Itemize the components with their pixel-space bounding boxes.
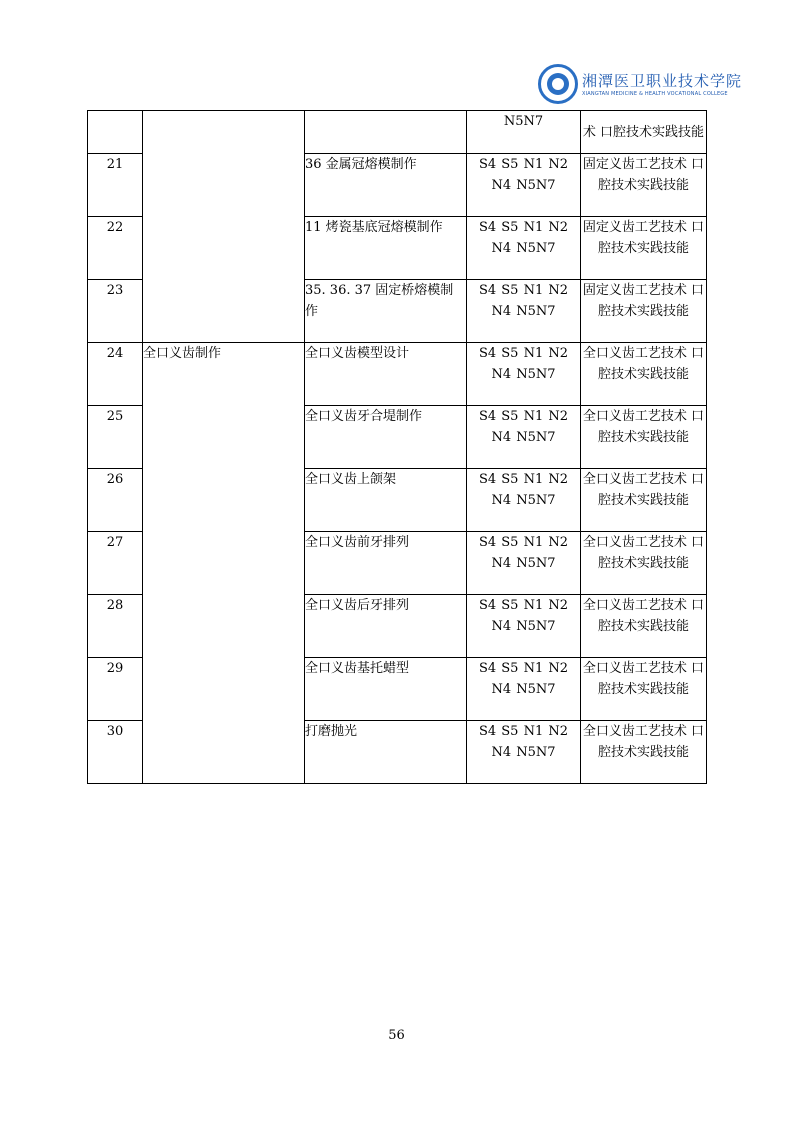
course-name: 全口义齿工艺技术 口腔技术实践技能: [581, 658, 707, 721]
table-row: [88, 343, 707, 406]
table-row: [88, 111, 707, 154]
course-name: 全口义齿工艺技术 口腔技术实践技能: [581, 343, 707, 406]
ability-code: [467, 406, 581, 469]
ability-code-text: S4 S5 N1 N2 N4 N5N7: [478, 157, 569, 193]
course-name: 全口义齿工艺技术 口腔技术实践技能: [581, 406, 707, 469]
task-name: 全口义齿牙合堤制作: [305, 406, 467, 469]
row-number: 30: [88, 721, 143, 784]
task-name: 全口义齿基托蜡型: [305, 658, 467, 721]
school-logo: [538, 64, 743, 108]
page-number: 56: [388, 1028, 405, 1043]
ability-code-text: S4 S5 N1 N2 N4 N5N7: [478, 220, 569, 256]
task-name: 打磨抛光: [305, 721, 467, 784]
training-task-table: [87, 110, 707, 784]
ability-code-text: S4 S5 N1 N2 N4 N5N7: [478, 724, 569, 760]
course-name: 术 口腔技术实践技能: [581, 111, 707, 154]
row-number: 26: [88, 469, 143, 532]
row-number: [88, 111, 143, 154]
row-number: 21: [88, 154, 143, 217]
course-name: 固定义齿工艺技术 口腔技术实践技能: [581, 217, 707, 280]
project-cell: 全口义齿制作: [143, 343, 305, 784]
ability-code: [467, 595, 581, 658]
course-name: 固定义齿工艺技术 口腔技术实践技能: [581, 154, 707, 217]
ability-code: [467, 343, 581, 406]
ability-code: [467, 532, 581, 595]
task-name: 35. 36. 37 固定桥熔模制作: [305, 280, 467, 343]
school-emblem-icon: [538, 64, 578, 104]
ability-code: [467, 217, 581, 280]
task-name: [305, 111, 467, 154]
ability-code: [467, 469, 581, 532]
ability-code-text: S4 S5 N1 N2 N4 N5N7: [478, 283, 569, 319]
school-name-en: XIANGTAN MEDICINE & HEALTH VOCATIONAL COLLEGE: [582, 91, 728, 97]
ability-code-text: S4 S5 N1 N2 N4 N5N7: [478, 346, 569, 382]
row-number: 22: [88, 217, 143, 280]
course-name: 全口义齿工艺技术 口腔技术实践技能: [581, 469, 707, 532]
ability-code-text: S4 S5 N1 N2 N4 N5N7: [478, 472, 569, 508]
ability-code: [467, 111, 581, 154]
row-number: 23: [88, 280, 143, 343]
row-number: 25: [88, 406, 143, 469]
row-number: 28: [88, 595, 143, 658]
course-name: 全口义齿工艺技术 口腔技术实践技能: [581, 532, 707, 595]
task-name: 36 金属冠熔模制作: [305, 154, 467, 217]
ability-code-text: N5N7: [503, 114, 544, 129]
ability-code: [467, 280, 581, 343]
school-name-cn: 湘潭医卫职业技术学院: [582, 72, 743, 90]
ability-code-text: S4 S5 N1 N2 N4 N5N7: [478, 409, 569, 445]
ability-code: [467, 154, 581, 217]
task-name: 全口义齿后牙排列: [305, 595, 467, 658]
course-name: 固定义齿工艺技术 口腔技术实践技能: [581, 280, 707, 343]
task-name: 11 烤瓷基底冠熔模制作: [305, 217, 467, 280]
ability-code-text: S4 S5 N1 N2 N4 N5N7: [478, 661, 569, 697]
row-number: 27: [88, 532, 143, 595]
ability-code-text: S4 S5 N1 N2 N4 N5N7: [478, 598, 569, 634]
row-number: 24: [88, 343, 143, 406]
row-number: 29: [88, 658, 143, 721]
ability-code: [467, 658, 581, 721]
course-name: 全口义齿工艺技术 口腔技术实践技能: [581, 721, 707, 784]
course-name: 全口义齿工艺技术 口腔技术实践技能: [581, 595, 707, 658]
task-name: 全口义齿前牙排列: [305, 532, 467, 595]
ability-code: [467, 721, 581, 784]
ability-code-text: S4 S5 N1 N2 N4 N5N7: [478, 535, 569, 571]
task-name: 全口义齿模型设计: [305, 343, 467, 406]
task-name: 全口义齿上颌架: [305, 469, 467, 532]
project-cell: [143, 111, 305, 343]
